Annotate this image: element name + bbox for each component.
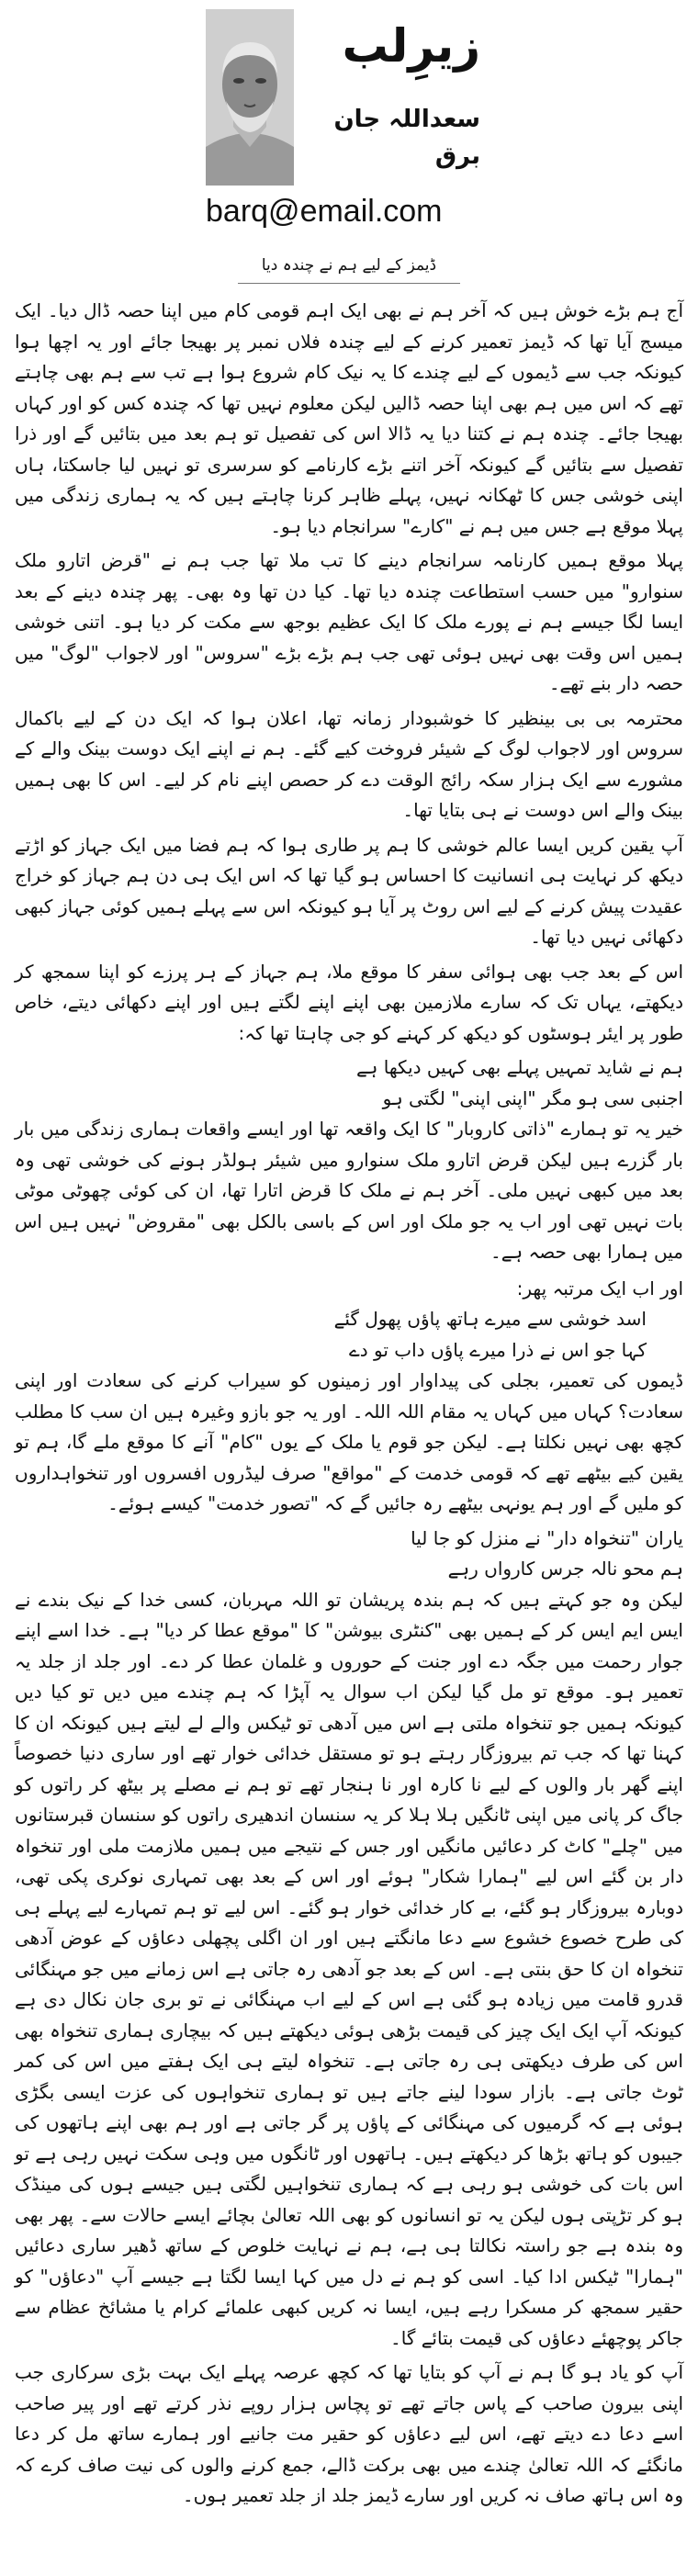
- verse-line: ہم نے شاید تمہیں پہلے بھی کہیں دیکھا ہے: [355, 1056, 683, 1078]
- article-headline: ڈیمز کے لیے ہم نے چندہ دیا: [238, 253, 460, 284]
- headline-container: [0, 253, 698, 284]
- author-email: barq@email.com: [206, 194, 443, 229]
- paragraph: پہلا موقع ہمیں کارنامہ سرانجام دینے کا تب ملا تھا جب ہم نے "قرض اتارو ملک سنوارو" میں حسب استطاعت چندہ دیا تھا۔ کیا دن تھا وہ بھی۔ پھر چندہ دینے کے بعد ایسا لگا جیسے ہم نے پورے ملک کا ایک عظیم بوجھ سے مکت کر دیا ہو۔ اتنی خوشی ہمیں اس وقت بھی نہیں ہوئی تھی جب ہم بڑے بڑے "سروس" اور لاجواب "لوگ" میں حصہ دار بنے تھے۔: [15, 549, 683, 694]
- article-body: [15, 296, 683, 2515]
- verse-line: اجنبی سی ہو مگر "اپنی اپنی" لگتی ہو: [382, 1086, 683, 1109]
- paragraph: خیر یہ تو ہمارے "ذاتی کاروبار" کا ایک واقعہ تھا اور ایسے واقعات ہماری زندگی میں بار بار گزرے ہیں لیکن قرض اتارو ملک سنوارو میں شیئر ہولڈر ہونے کی خوشی تھی وہ بعد میں کبھی نہیں ملی۔ آخر ہم نے ملک کا قرض اتارا تھا، ان کی کوئی چھوٹی موٹی بات نہیں تھی اور اب یہ جو ملک اور اس کے باسی بالکل بھی "مقروض" نہیں ہیں اس میں ہمارا بھی حصہ ہے۔: [15, 1118, 683, 1263]
- author-name: سعداللہ جان برق: [333, 106, 480, 170]
- verse-line: اسد خوشی سے میرے ہاتھ پاؤں پھول گئے: [333, 1308, 647, 1330]
- column-masthead: [206, 9, 486, 234]
- paragraph: ڈیموں کی تعمیر، بجلی کی پیداوار اور زمینوں کو سیراب کرنے کی سعادت اور اپنی سعادت؟ کہاں میں کہاں یہ مقام اللہ اللہ۔ اور یہ جو بازو وغیرہ ہیں ان سب کا مطلب کچھ بھی نہیں نکلتا ہے۔ لیکن جو قوم یا ملک کے یوں "کام" آنے کا موقع ملے گا، ہم تو یقین کیے بیٹھے تھے کہ قومی خدمت کے "مواقع" صرف لیڈروں افسروں اور تنخواہداروں کو ملیں گے اور ہم یونہی بیٹھے رہ جائیں گے کہ "تصور خدمت" کیسے ہوئے۔: [15, 1369, 683, 1514]
- paragraph: محترمہ بی بی بینظیر کا خوشبودار زمانہ تھا، اعلان ہوا کہ ایک دن کے لیے باکمال سروس اور لاجواب لوگ کے شیئر فروخت کیے گئے۔ ہم نے اپنے ایک دوست بینک والے کے مشورے سے ایک ہزار سکہ رائج الوقت دے کر حصص اپنے نام کر لیے۔ اس کا بھی ہمیں بینک والے اس دوست نے ہی بتایا تھا۔: [15, 706, 683, 821]
- author-photo: [206, 9, 294, 186]
- verse-line: ہم محو نالہ جرس کارواں رہے: [447, 1558, 683, 1580]
- verse-line: یاران "تنخواہ دار" نے منزل کو جا لیا: [411, 1526, 683, 1549]
- column-title: زیرِلب: [342, 19, 480, 73]
- paragraph: آپ کو یاد ہو گا ہم نے آپ کو بتایا تھا کہ کچھ عرصہ پہلے ایک بہت بڑی سرکاری جب اپنی بیرون صاحب کے پاس جاتے تھے تو پچاس ہزار روپے نذر کرتے تھے اور پیر صاحب اسے دعا دے دیتے تھے، اس لیے دعاؤں کو حقیر مت جانیے اور ہمارے ساتھ مل کر دعا مانگئے کہ اللہ تعالیٰ چندے میں بھی برکت ڈالے، جمع کرنے والوں کی نیت صاف کرے کہ وہ اس ہاتھ صاف نہ کریں اور سارے ڈیمز جلد از جلد تعمیر ہوں۔: [15, 2361, 684, 2506]
- verse-line: اور اب ایک مرتبہ پھر:: [516, 1277, 683, 1299]
- verse-line: کہا جو اس نے ذرا میرے پاؤں داب تو دے: [349, 1338, 647, 1361]
- paragraph: لیکن وہ جو کہتے ہیں کہ ہم بندہ پریشان تو اللہ مہربان، کسی خدا کے نیک بندے نے ایس ایم ایس کر کے ہمیں بھی "کنٹری بیوشن" کا "موقع عطا کر دیا" ہے۔ خدا اسے اپنے جوار رحمت میں جگہ دے اور جنت کے حوروں و غلمان عطا کر دے۔ اور جلد از جلد یہ تعمیر ہو۔ موقع تو مل گیا لیکن اب سوال یہ آپڑا کہ ہم چندے میں دیں تو کیا دیں کیونکہ ہمیں جو تنخواہ ملتی ہے اس میں آدھی تو ٹیکس والے لے لیتے ہیں کیونکہ ان کا کہنا تھا کہ جب تم بیروزگار رہتے ہو تو مستقل خدائی خوار تھے اور ساری دنیا خصوصاً اپنے گھر بار والوں کے لیے نا کارہ اور نا ہنجار تھے تو ہم نے مصلے پر بیٹھ کر راتوں کو جاگ کر پانی میں اپنی ٹانگیں ہلا ہلا کر یہ سنسان اندھیری راتوں کو سنسان قبرستانوں میں "چلے" کاٹ کر دعائیں مانگیں اور جس کے نتیجے میں ہمیں ملازمت ملی اور تنخواہ دار بن گئے اس لیے "ہمارا شکار" ہوئے اور اس کے بعد بھی تمہاری نوکری پکی تھی، دوبارہ بیروزگار ہو گئے، بے کار خدائی خوار ہو گئے۔ اس لیے تو ہم تمہارے لیے پہلے ہی کی طرح خصوع خشوع سے دعا مانگتے ہیں اور ان اگلی پچھلی دعاؤں کے عوض آدھی تنخواہ ان کا حق بنتی ہے۔ اس کے بعد جو آدھی رہ جاتی ہے اس زمانے میں جو مہنگائی قدرو قامت میں زیادہ ہو گئی ہے اس کے لیے اب مہنگائی نے تو بری جان نکال دی ہے کیونکہ آپ ایک ایک چیز کی قیمت بڑھی ہوئی دیکھتے ہیں کہ بیچاری ہماری تنخواہ بھی اس کی طرف دیکھتی ہی رہ جاتی ہے۔ تنخواہ لیتے ہی ایک ہفتے میں اس کی کمر ٹوٹ جاتی ہے۔ بازار سودا لینے جاتے ہیں تو ہماری تنخواہوں کی عزت ایسی بگڑی ہوئی ہے کہ گرمیوں کی مہنگائی کے پاؤں پر گر جاتی ہے اور ہم بھی اپنے ہاتھوں کی جیبوں کو ہاتھ بڑھا کر دیکھتے ہیں۔ ہاتھوں اور ٹانگوں میں وہی سکت نہیں رہی ہے تو اس بات کی خوشی ہو رہی ہے کہ ہماری تنخواہیں لگتی ہیں جیسے ہوں کی مینڈک ہو کر تڑپتی ہوں لیکن یہ تو انسانوں کو بھی اللہ تعالیٰ بچائے ایسے حالات سے۔ پھر بھی وہ بندہ ہے جو راستہ نکالتا ہی ہے، ہم نے نہایت خلوص کے ساتھ ڈھیر ساری دعائیں "ہمارا" ٹیکس ادا کیا۔ اسی کو ہم نے دل میں کہا ایسا لگتا ہے جیسے آپ "دعاؤں" کو حقیر سمجھ کر مسکرا رہے ہیں، ایسا نہ کریں کبھی علمائے کرام یا مشائخ عظام سے جاکر پوچھئے دعاؤں کی قیمت بتائے گا۔: [15, 1588, 683, 2349]
- paragraph: آج ہم بڑے خوش ہیں کہ آخر ہم نے بھی ایک اہم قومی کام میں اپنا حصہ ڈال دیا۔ ایک میسج آیا تھا کہ ڈیمز تعمیر کرنے کے لیے چندہ فلاں نمبر پر بھیجا جائے اور یہ اچھا ہوا کیونکہ جب سے ڈیموں کے لیے چندے کا یہ نیک کام شروع ہوا ہے تب سے ہم بھی چاہتے تھے کہ اس میں ہم بھی اپنا حصہ ڈالیں لیکن معلوم نہیں تھا کہ چندہ کس کو اور کہاں بھیجا جائے۔ چندہ ہم نے کتنا دیا یہ ڈالا اس کی تفصیل تو ہم بعد میں بتائیں گے اور ذرا تفصیل سے بتائیں گے کیونکہ آخر اتنے بڑے کارنامے کو سرسری تو نہیں لیا جاسکتا، ہاں اپنی خوشی جس کا ٹھکانہ نہیں، پہلے ظاہر کرنا چاہتے ہیں کہ یہ ہماری زندگی میں پہلا موقع ہے جس میں ہم نے "کارے" سرانجام دیا ہو۔: [15, 299, 683, 537]
- paragraph: اس کے بعد جب بھی ہوائی سفر کا موقع ملا، ہم جہاز کے ہر پرزے کو اپنا سمجھ کر دیکھتے، یہاں تک کہ سارے ملازمین بھی اپنے اپنے لگتے ہیں اور اپنے دکھائی دیتے، خاص طور پر ایئر ہوسٹوں کو دیکھ کر کہنے کو جی چاہتا تھا کہ:: [15, 960, 683, 1044]
- paragraph: آپ یقین کریں ایسا عالم خوشی کا ہم پر طاری ہوا کہ ہم فضا میں ایک جہاز کو اڑتے دیکھ کر نہایت ہی انسانیت کا احساس ہو گیا تھا کہ اس ایک ہی دن ہم جہاز کو خراج عقیدت پیش کرنے کے لیے اس روٹ پر آیا ہو کیونکہ اس سے پہلے ہمیں کوئی جہاز کبھی دکھائی نہیں دیا تھا۔: [15, 833, 684, 948]
